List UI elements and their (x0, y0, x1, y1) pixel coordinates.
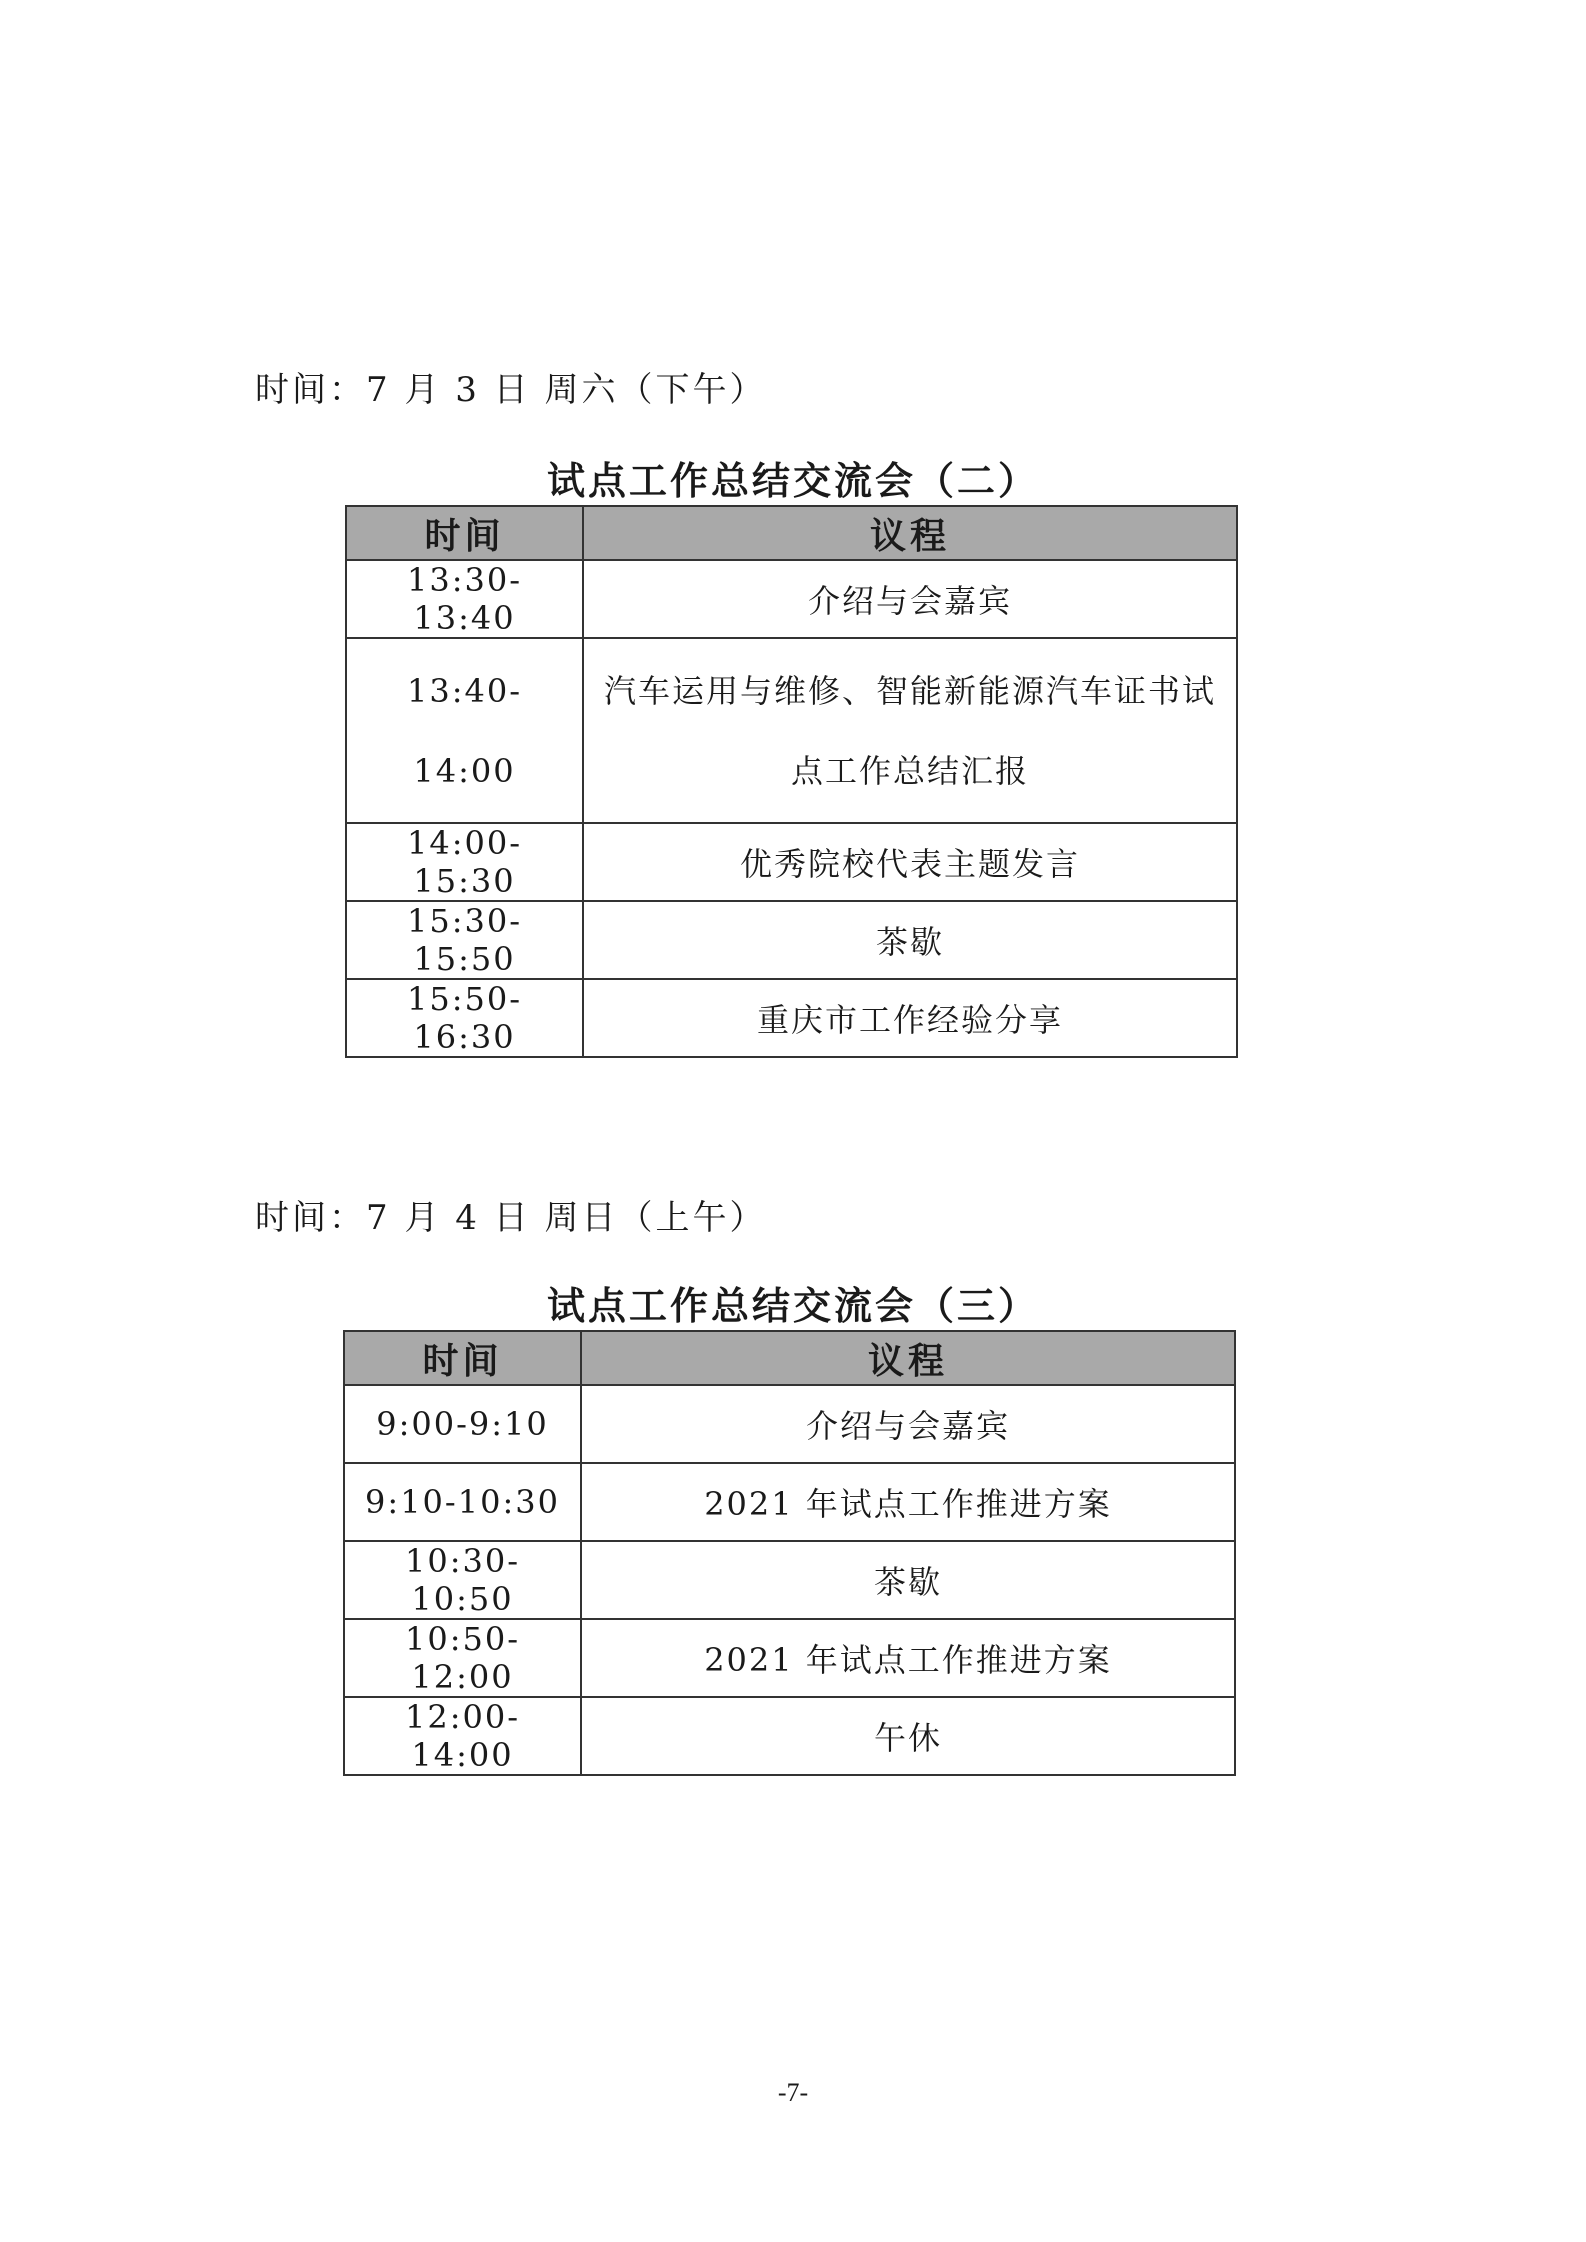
row-time: 14:00-15:30 (346, 823, 583, 901)
table-row (346, 979, 1237, 1057)
table-header-row (346, 506, 1237, 560)
row-agenda: 汽车运用与维修、智能新能源汽车证书试点工作总结汇报 (583, 638, 1237, 823)
table-row (344, 1541, 1235, 1619)
table-row (344, 1463, 1235, 1541)
table-row (344, 1697, 1235, 1775)
row-agenda: 2021 年试点工作推进方案 (581, 1463, 1235, 1541)
row-agenda: 重庆市工作经验分享 (583, 979, 1237, 1057)
row-time: 15:50-16:30 (346, 979, 583, 1057)
table-header-row (344, 1331, 1235, 1385)
row-agenda: 茶歇 (581, 1541, 1235, 1619)
row-time: 9:10-10:30 (344, 1463, 581, 1541)
table-row (346, 638, 1237, 823)
table-row (344, 1385, 1235, 1463)
row-time: 13:30-13:40 (346, 560, 583, 638)
date-line-day1: 时间：7 月 3 日 周六（下午） (255, 370, 767, 410)
row-time: 10:50-12:00 (344, 1619, 581, 1697)
row-time: 9:00-9:10 (344, 1385, 581, 1463)
agenda-table-day2 (343, 1330, 1236, 1776)
date-line-day2: 时间：7 月 4 日 周日（上午） (255, 1198, 767, 1238)
header-time: 时间 (344, 1331, 581, 1385)
section-title-day1: 试点工作总结交流会（二） (546, 459, 1039, 503)
row-time: 12:00-14:00 (344, 1697, 581, 1775)
table-row (346, 823, 1237, 901)
row-agenda: 茶歇 (583, 901, 1237, 979)
table-row (346, 901, 1237, 979)
header-agenda: 议程 (581, 1331, 1235, 1385)
row-agenda: 优秀院校代表主题发言 (583, 823, 1237, 901)
row-agenda: 午休 (581, 1697, 1235, 1775)
table-row (346, 560, 1237, 638)
table-row (344, 1619, 1235, 1697)
row-time: 10:30-10:50 (344, 1541, 581, 1619)
row-time: 15:30-15:50 (346, 901, 583, 979)
page-number: -7- (777, 2078, 809, 2107)
agenda-table-day1 (345, 505, 1238, 1058)
header-time: 时间 (346, 506, 583, 560)
row-agenda: 2021 年试点工作推进方案 (581, 1619, 1235, 1697)
header-agenda: 议程 (583, 506, 1237, 560)
section-title-day2: 试点工作总结交流会（三） (546, 1284, 1039, 1328)
row-agenda: 介绍与会嘉宾 (581, 1385, 1235, 1463)
row-agenda: 介绍与会嘉宾 (583, 560, 1237, 638)
row-time: 13:40-14:00 (346, 638, 583, 823)
